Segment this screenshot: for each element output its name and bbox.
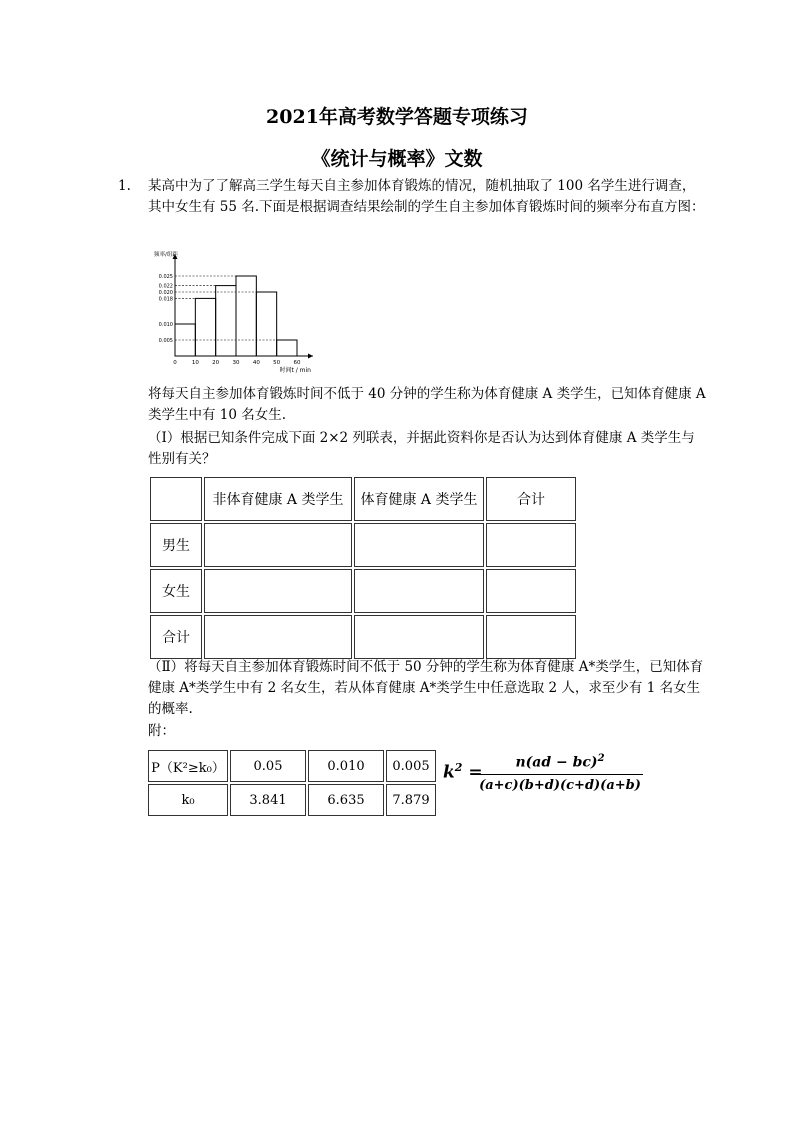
formula-denominator: (a+c)(b+d)(c+d)(a+b) [479, 778, 641, 793]
row-label: 合计 [150, 615, 202, 659]
formula-numerator: n(ad − bc) [515, 754, 598, 771]
header-cell: 非体育健康 A 类学生 [204, 477, 352, 521]
table-cell: 0.010 [308, 750, 384, 782]
table-row [148, 750, 436, 782]
table-cell [204, 615, 352, 659]
histogram-bar [236, 276, 256, 356]
histogram-bar [277, 340, 297, 356]
y-tick-label: 0.010 [158, 322, 173, 328]
table-row [148, 784, 436, 816]
row-label: 女生 [150, 569, 202, 613]
document-subtitle: 《统计与概率》文数 [311, 148, 483, 170]
formula-lhs: k [443, 762, 455, 783]
table-cell [204, 569, 352, 613]
question-number: 1. [118, 178, 131, 194]
table-cell [354, 523, 484, 567]
table-row [150, 615, 576, 659]
k-squared-formula: $k^2$ = n(ad − bc)$^2$ (a+c)(b+d)(c+d)(a+b) [443, 753, 653, 803]
table-cell: 0.05 [230, 750, 306, 782]
histogram-bar [256, 292, 276, 356]
histogram-bar [175, 324, 195, 356]
x-tick-label: 10 [191, 360, 199, 366]
question-1 [118, 176, 708, 218]
table-cell [354, 569, 484, 613]
y-tick-label: 0.020 [158, 290, 173, 296]
row-label: k₀ [148, 784, 228, 816]
x-tick-label: 50 [273, 360, 281, 366]
document-title: 2021年高考数学答题专项练习 [266, 106, 528, 128]
header-cell: 体育健康 A 类学生 [354, 477, 484, 521]
formula-exponent: 2 [454, 761, 463, 774]
part-2-question: （Ⅱ）将每天自主参加体育锻炼时间不低于 50 分钟的学生称为体育健康 A*类学生，已知体育健康 A*类学生中有 2 名女生，若从体育健康 A*类学生中任意选取 2 人，求至少有 1 名女生的概率. [148, 659, 704, 717]
row-label: 男生 [150, 523, 202, 567]
paragraph-a-class: 将每天自主参加体育锻炼时间不低于 40 分钟的学生称为体育健康 A 类学生，已知体育健康 A 类学生中有 10 名女生. [148, 386, 706, 423]
table-header-row [150, 477, 576, 521]
table-cell [486, 569, 576, 613]
header-cell: 合计 [486, 477, 576, 521]
critical-value-table [146, 748, 438, 818]
x-tick-label: 30 [232, 360, 240, 366]
table-cell: 6.635 [308, 784, 384, 816]
question-intro: 某高中为了了解高三学生每天自主参加体育锻炼的情况，随机抽取了 100 名学生进行调查，其中女生有 55 名.下面是根据调查结果绘制的学生自主参加体育锻炼时间的频率分布直方图： [148, 178, 705, 215]
table-cell: 0.005 [386, 750, 436, 782]
x-axis-arrow [308, 354, 313, 359]
table-cell: 7.879 [386, 784, 436, 816]
table-cell: 3.841 [230, 784, 306, 816]
table-row [150, 523, 576, 567]
y-tick-label: 0.022 [158, 283, 173, 290]
x-tick-label: 40 [252, 360, 260, 366]
y-tick-label: 0.018 [158, 296, 173, 303]
y-tick-label: 0.005 [158, 338, 173, 344]
table-cell [486, 615, 576, 659]
table-cell [486, 523, 576, 567]
table-cell [354, 615, 484, 659]
histogram-bar [195, 298, 215, 356]
x-axis-label: 时间t / min [279, 367, 311, 374]
x-tick-label: 60 [293, 360, 301, 366]
y-axis-label: 频率/组距 [154, 252, 178, 258]
table-row [150, 569, 576, 613]
row-label: P（K²≥k₀） [148, 750, 228, 782]
histogram-bar [216, 286, 236, 356]
appendix-label: 附： [148, 723, 175, 739]
x-tick-label: 20 [212, 360, 220, 366]
x-tick-label: 0 [173, 360, 177, 366]
part-1-question: （Ⅰ）根据已知条件完成下面 2×2 列联表，并据此资料你是否认为达到体育健康 A 类学生与性别有关？ [148, 430, 695, 467]
header-cell [150, 477, 202, 521]
y-tick-label: 0.025 [158, 274, 173, 280]
frequency-histogram [150, 248, 330, 378]
table-cell [204, 523, 352, 567]
contingency-table [148, 475, 578, 661]
